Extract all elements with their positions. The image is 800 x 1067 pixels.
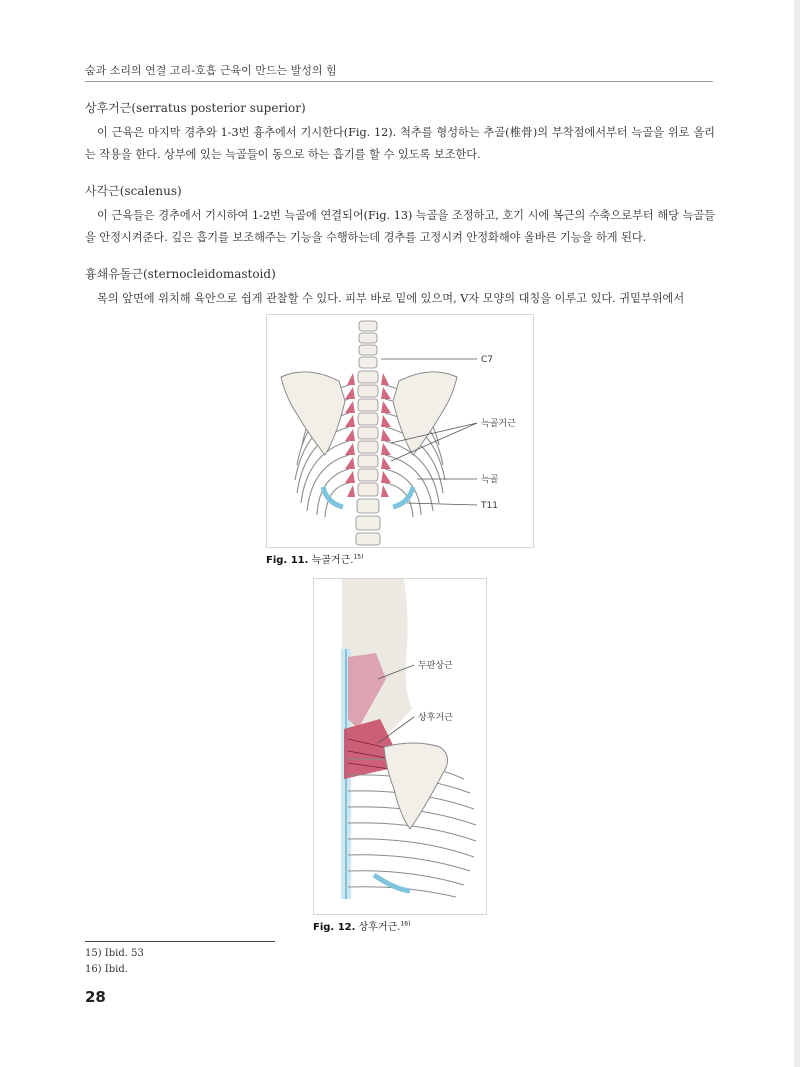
caption-reference: 16) (400, 920, 411, 928)
section-serratus-posterior-superior (85, 100, 715, 166)
label-splenius-capitis: 두판상근 (418, 661, 453, 671)
caption-text: 늑골거근. (311, 555, 354, 566)
page-number: 28 (85, 988, 106, 1006)
figure-11-illustration (266, 314, 534, 548)
figure-12-illustration (313, 578, 487, 915)
upper-back-lateral-illustration (314, 579, 486, 914)
label-serratus-posterior: 상후거근 (418, 713, 453, 723)
figure-11-caption (266, 551, 363, 566)
section-scalenus (85, 183, 715, 249)
section-heading: 흉쇄유돌근(sternocleidomastoid) (85, 267, 276, 281)
running-header: 숨과 소리의 연결 고리-호흡 근육이 만드는 발성의 힘 (85, 64, 337, 77)
label-t11: T11 (481, 501, 498, 511)
header-rule (85, 81, 713, 82)
footnote-rule (85, 941, 275, 942)
section-body: 목의 앞면에 위치해 육안으로 쉽게 관찰할 수 있다. 피부 바로 밑에 있으며, V자 모양의 대칭을 이루고 있다. 귀밑부위에서 (97, 292, 685, 305)
section-heading: 상후거근(serratus posterior superior) (85, 101, 306, 115)
label-rib: 늑골 (481, 475, 499, 485)
footnotes (85, 946, 144, 978)
section-heading: 사각근(scalenus) (85, 184, 182, 198)
label-c7: C7 (481, 355, 494, 365)
label-levatores-costarum: 늑골거근 (481, 419, 516, 429)
footnote-15: 15) Ibid. 53 (85, 948, 144, 959)
caption-text: 상후거근. (358, 922, 401, 933)
caption-reference: 15) (353, 553, 364, 561)
figure-12-caption (313, 918, 410, 933)
section-body: 이 근육은 마지막 경추와 1-3번 흉추에서 기시한다(Fig. 12). 척추를 형성하는 추골(椎骨)의 부착점에서부터 늑골을 위로 올리는 작용을 한다. 상부에 있는 늑골들이 동으로 하는 흡기를 할 수 있도록 보조한다. (85, 126, 715, 161)
caption-number: Fig. 12. (313, 922, 356, 933)
section-body: 이 근육들은 경추에서 기시하여 1-2번 늑골에 연결되어(Fig. 13) 늑골을 조정하고, 호기 시에 복근의 수축으로부터 해당 늑골들을 안정시켜준다. 깊은 흡기를 보조해주는 기능을 수행하는데 경추를 고정시켜 안정화해야 올바른 기능을 하게 된다. (85, 209, 715, 244)
page-edge-shadow (794, 0, 800, 1067)
thoracic-spine-back-illustration (267, 315, 533, 547)
caption-number: Fig. 11. (266, 555, 309, 566)
section-sternocleidomastoid (85, 266, 715, 310)
footnote-16: 16) Ibid. (85, 964, 128, 975)
